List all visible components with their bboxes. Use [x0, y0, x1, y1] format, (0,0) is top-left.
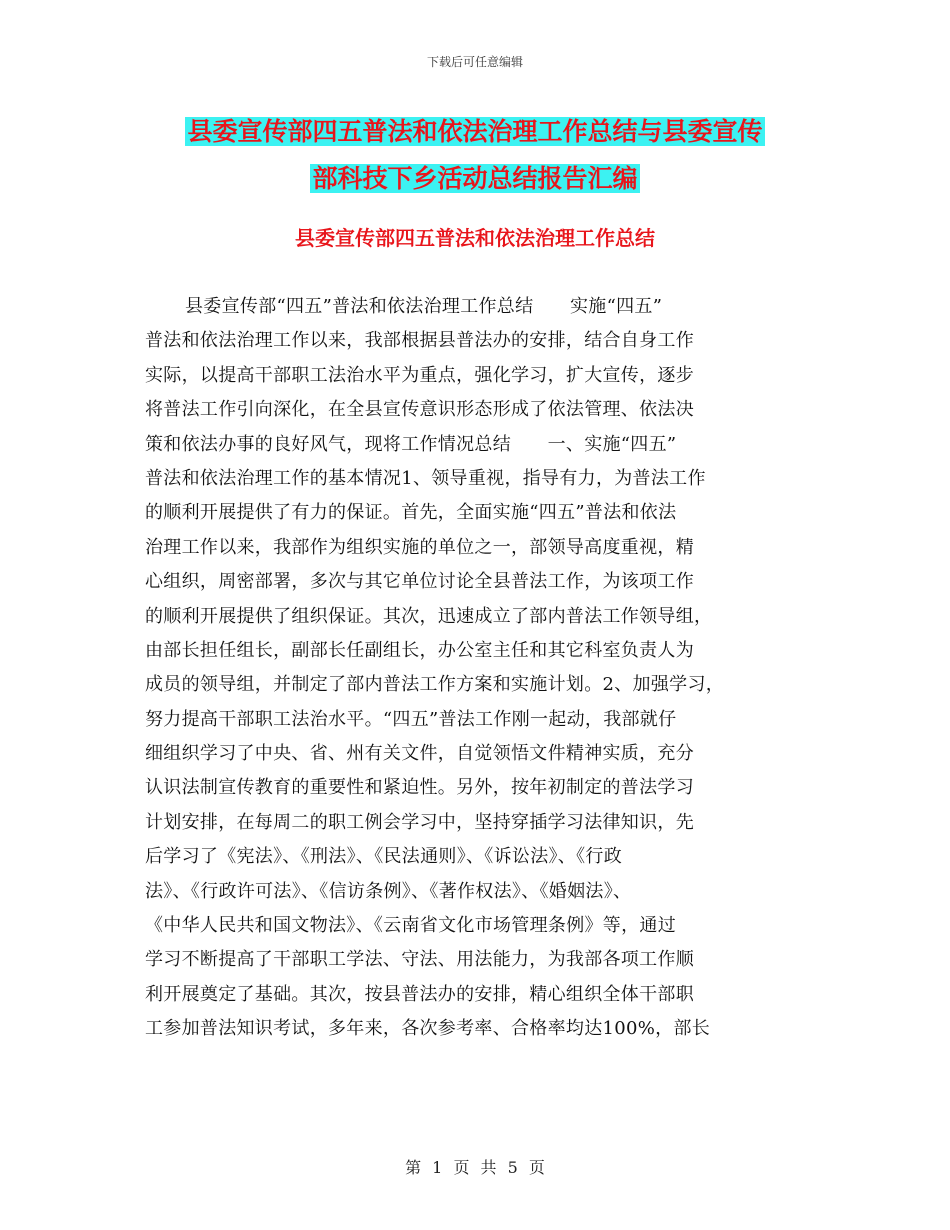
body-line: 后学习了《宪法》、《刑法》、《民法通则》、《诉讼法》、《行政 — [145, 846, 622, 868]
body-line: 的顺利开展提供了组织保证。其次，迅速成立了部内普法工作领导组， — [145, 605, 713, 627]
body-text — [145, 290, 815, 1047]
body-line: 细组织学习了中央、省、州有关文件，自觉领悟文件精神实质，充分 — [145, 743, 694, 765]
body-line: 普法和依法治理工作的基本情况1、领导重视，指导有力，为普法工作 — [145, 467, 706, 489]
body-line: 法》、《行政许可法》、《信访条例》、《著作权法》、《婚姻法》、 — [145, 880, 632, 902]
body-line: 利开展奠定了基础。其次，按县普法办的安排，精心组织全体干部职 — [145, 983, 694, 1005]
document-title — [0, 108, 950, 202]
body-line: 成员的领导组，并制定了部内普法工作方案和实施计划。2、加强学习， — [145, 674, 725, 696]
body-line: 策和依法办事的良好风气，现将工作情况总结 一、实施“四五” — [145, 433, 677, 455]
body-line: 心组织，周密部署，多次与其它单位讨论全县普法工作，为该项工作 — [145, 571, 694, 593]
header-note: 下载后可任意编辑 — [426, 55, 523, 69]
body-line: 努力提高干部职工法治水平。“四五”普法工作刚一起动，我部就仔 — [145, 708, 677, 730]
body-line: 认识法制宣传教育的重要性和紧迫性。另外，按年初制定的普法学习 — [145, 777, 694, 799]
body-line: 县委宣传部“四五”普法和依法治理工作总结 实施“四五” — [185, 296, 663, 317]
body-line: 的顺利开展提供了有力的保证。首先，全面实施“四五”普法和依法 — [145, 502, 677, 524]
body-line: 学习不断提高了干部职工学法、守法、用法能力，为我部各项工作顺 — [145, 949, 694, 971]
body-line: 工参加普法知识考试，多年来，各次参考率、合格率均达100%，部长 — [145, 1018, 711, 1040]
title-line-2: 部科技下乡活动总结报告汇编 — [312, 164, 638, 193]
body-line: 将普法工作引向深化，在全县宣传意识形态形成了依法管理、依法决 — [145, 399, 694, 421]
body-line: 计划安排，在每周二的职工例会学习中，坚持穿插学习法律知识，先 — [145, 811, 694, 833]
page-footer: 第 1 页 共 5 页 — [405, 1158, 545, 1177]
body-line: 普法和依法治理工作以来，我部根据县普法办的安排，结合自身工作 — [145, 330, 694, 352]
body-line: 《中华人民共和国文物法》、《云南省文化市场管理条例》等，通过 — [145, 915, 676, 937]
body-line: 实际，以提高干部职工法治水平为重点，强化学习，扩大宣传，逐步 — [145, 364, 694, 386]
body-line: 由部长担任组长，副部长任副组长，办公室主任和其它科室负责人为 — [145, 639, 694, 661]
body-line: 治理工作以来，我部作为组织实施的单位之一，部领导高度重视，精 — [145, 536, 694, 558]
title-line-1: 县委宣传部四五普法和依法治理工作总结与县委宣传 — [187, 117, 763, 146]
section-title: 县委宣传部四五普法和依法治理工作总结 — [295, 226, 655, 250]
